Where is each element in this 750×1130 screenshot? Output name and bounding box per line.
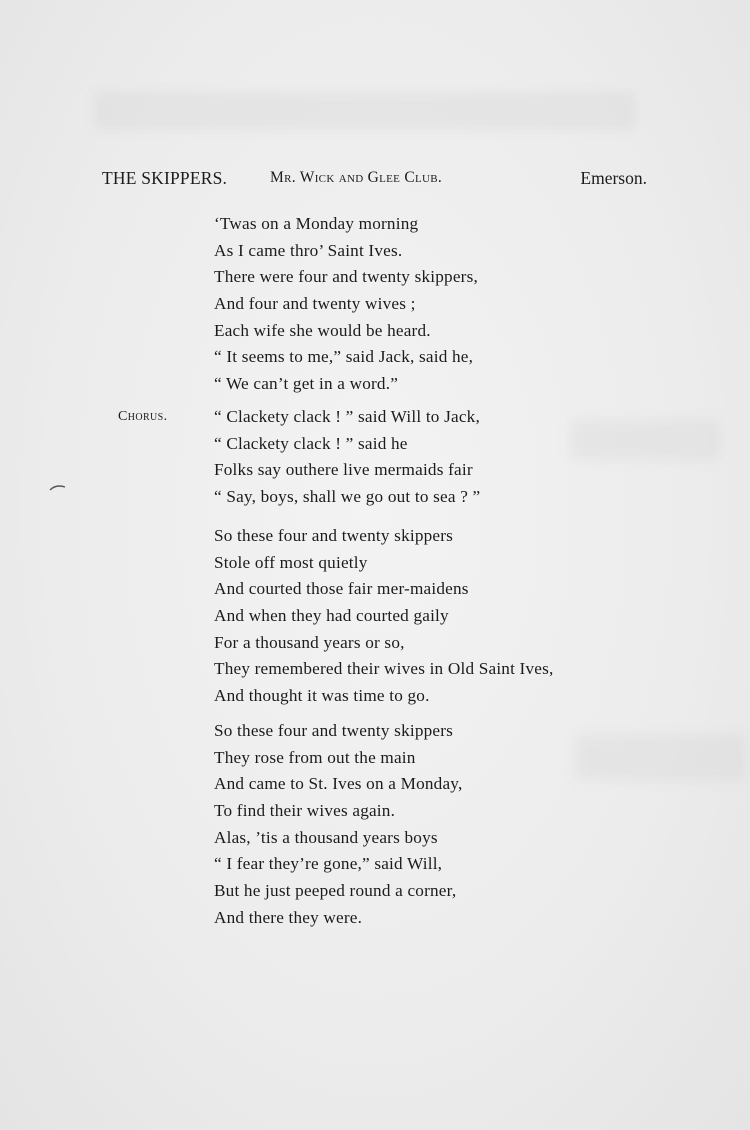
lyric-line: There were four and twenty skippers, <box>214 267 478 287</box>
lyric-line: “ I fear they’re gone,” said Will, <box>214 854 443 874</box>
lyric-line: They remembered their wives in Old Saint Ives, <box>214 659 554 679</box>
lyric-line: To find their wives again. <box>214 801 396 821</box>
lyric-line: For a thousand years or so, <box>214 632 405 652</box>
lyric-line: Stole off most quietly <box>214 552 368 572</box>
lyric-line: “ We can’t get in a word.” <box>214 374 399 394</box>
lyric-line: “ Clackety clack ! ” said he <box>214 433 408 453</box>
verse-3 <box>214 523 554 710</box>
lyric-line: “ Say, boys, shall we go out to sea ? ” <box>214 487 481 507</box>
lyric-line: Each wife she would be heard. <box>214 320 431 340</box>
chorus-label: Chorus. <box>118 409 168 424</box>
lyric-line: And thought it was time to go. <box>214 686 430 706</box>
lyric-line: As I came thro’ Saint Ives. <box>214 240 403 260</box>
verse-4 <box>214 718 462 932</box>
lyric-line: And four and twenty wives ; <box>214 294 416 314</box>
lyric-line: ‘Twas on a Monday morning <box>214 214 419 233</box>
show-through-smudge <box>95 92 635 130</box>
lyric-line: And there they were. <box>214 907 363 927</box>
lyric-line: They rose from out the main <box>214 747 416 767</box>
show-through-smudge <box>575 735 745 780</box>
chorus-verse <box>214 404 480 511</box>
show-through-smudge <box>570 420 720 460</box>
composer: Emerson. <box>580 168 647 188</box>
lyric-line: “ Clackety clack ! ” said Will to Jack, <box>214 407 480 426</box>
lyric-line: But he just peeped round a corner, <box>214 881 457 901</box>
piece-header <box>102 168 647 192</box>
piece-title: THE SKIPPERS. <box>102 168 228 188</box>
margin-mark <box>48 482 68 494</box>
lyric-line: And came to St. Ives on a Monday, <box>214 774 463 794</box>
lyric-line: Alas, ’tis a thousand years boys <box>214 827 438 847</box>
performers: Mr. Wick and Glee Club. <box>270 169 443 186</box>
lyric-line: So these four and twenty skippers <box>214 721 454 740</box>
verse-1 <box>214 211 478 398</box>
lyric-line: Folks say outhere live mermaids fair <box>214 460 473 480</box>
lyric-line: And courted those fair mer-maidens <box>214 579 469 599</box>
lyric-line: “ It seems to me,” said Jack, said he, <box>214 347 474 367</box>
lyric-line: So these four and twenty skippers <box>214 526 454 545</box>
lyric-line: And when they had courted gaily <box>214 606 449 626</box>
